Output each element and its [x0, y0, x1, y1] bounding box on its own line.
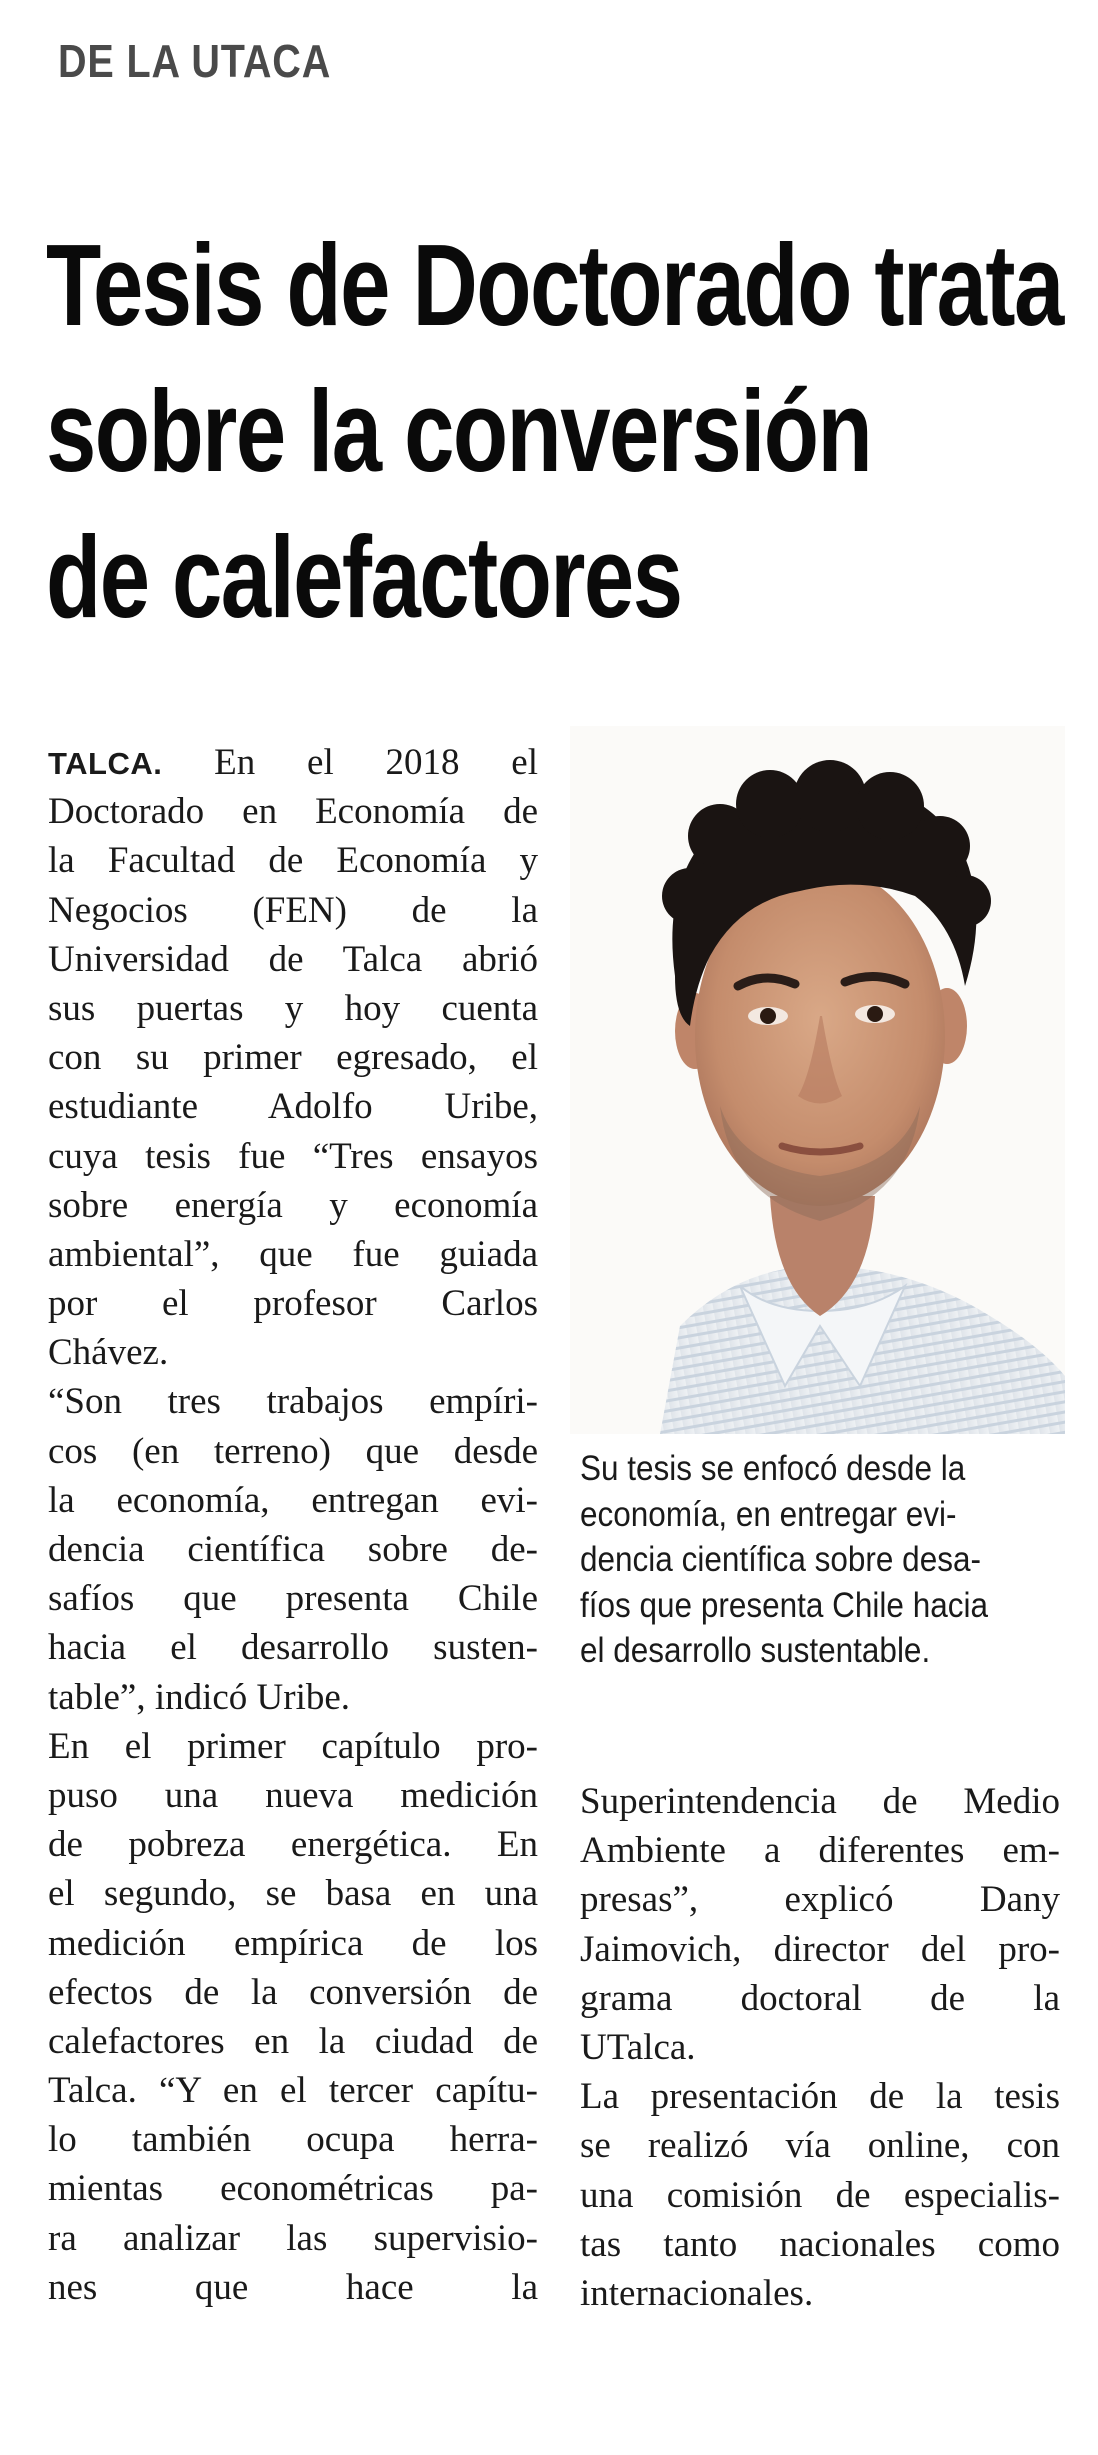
body-line: internacionales.: [580, 2272, 814, 2314]
article-body-left-column: [48, 738, 538, 2312]
body-line: lo también ocupa herra-: [48, 2119, 538, 2161]
body-line: En el primer capítulo pro-: [48, 1725, 538, 1767]
body-line: dencia científica sobre de-: [48, 1529, 538, 1570]
body-line: “Son tres trabajos empíri-: [48, 1381, 538, 1423]
body-line: Universidad de Talca abrió: [48, 938, 538, 980]
body-line: la Facultad de Economía y: [48, 840, 538, 882]
photo-caption: [580, 1446, 1012, 1674]
body-line-text: En el 2018 el: [214, 742, 538, 783]
body-line: ambiental”, que fue guiada: [48, 1233, 538, 1275]
body-line: el segundo, se basa en una: [48, 1873, 538, 1915]
caption-line: dencia científica sobre desa-: [580, 1540, 981, 1580]
body-line: table”, indicó Uribe.: [48, 1676, 351, 1718]
body-line: Negocios (FEN) de la: [48, 889, 538, 931]
headline-line: de calefactores: [46, 512, 682, 642]
body-line: Chávez.: [48, 1332, 169, 1374]
body-line: [48, 738, 538, 787]
caption-line: el desarrollo sustentable.: [580, 1631, 931, 1671]
body-line: cos (en terreno) que desde: [48, 1430, 538, 1472]
body-line: hacia el desarrollo susten-: [48, 1627, 538, 1669]
body-line: una comisión de especialis-: [580, 2174, 1060, 2216]
body-line: por el profesor Carlos: [48, 1283, 538, 1325]
portrait-photo: [570, 726, 1065, 1434]
section-tag: DE LA UTACA: [58, 35, 332, 87]
body-line: mientas econométricas pa-: [48, 2168, 538, 2210]
headline-line: sobre la conversión: [46, 366, 872, 496]
body-line: safíos que presenta Chile: [48, 1578, 538, 1620]
body-line: estudiante Adolfo Uribe,: [48, 1086, 538, 1128]
body-line: ra analizar las supervisio-: [48, 2217, 538, 2259]
body-line: UTalca.: [580, 2026, 696, 2068]
body-line: Talca. “Y en el tercer capítu-: [48, 2070, 538, 2112]
body-line: Ambiente a diferentes em-: [580, 1830, 1060, 1872]
body-line: Doctorado en Economía de: [48, 791, 538, 833]
caption-line: economía, en entregar evi-: [580, 1494, 957, 1534]
article-body-right-column: [580, 1777, 1060, 2318]
body-line: con su primer egresado, el: [48, 1037, 538, 1079]
body-line: de pobreza energética. En: [48, 1824, 538, 1866]
caption-line: Su tesis se enfocó desde la: [580, 1449, 966, 1488]
body-line: La presentación de la tesis: [580, 2076, 1060, 2118]
body-line: nes que hace la: [48, 2266, 538, 2308]
body-line: Superintendencia de Medio: [580, 1781, 1060, 1822]
body-line: cuya tesis fue “Tres ensayos: [48, 1135, 538, 1177]
body-line: medición empírica de los: [48, 1922, 538, 1964]
body-line: puso una nueva medición: [48, 1774, 538, 1816]
body-line: grama doctoral de la: [580, 1977, 1060, 2019]
headline-line: Tesis de Doctorado trata: [46, 220, 1063, 350]
headline: [46, 212, 1063, 650]
dateline: TALCA.: [48, 746, 163, 781]
body-line: se realizó vía online, con: [580, 2125, 1060, 2167]
body-line: calefactores en la ciudad de: [48, 2020, 538, 2062]
body-line: efectos de la conversión de: [48, 1971, 538, 2013]
body-line: presas”, explicó Dany: [580, 1879, 1060, 1921]
caption-line: fíos que presenta Chile hacia: [580, 1585, 989, 1625]
body-line: la economía, entregan evi-: [48, 1479, 538, 1521]
body-line: tas tanto nacionales como: [580, 2223, 1060, 2265]
body-line: sus puertas y hoy cuenta: [48, 987, 538, 1029]
body-line: Jaimovich, director del pro-: [580, 1928, 1060, 1970]
body-line: sobre energía y economía: [48, 1184, 538, 1226]
